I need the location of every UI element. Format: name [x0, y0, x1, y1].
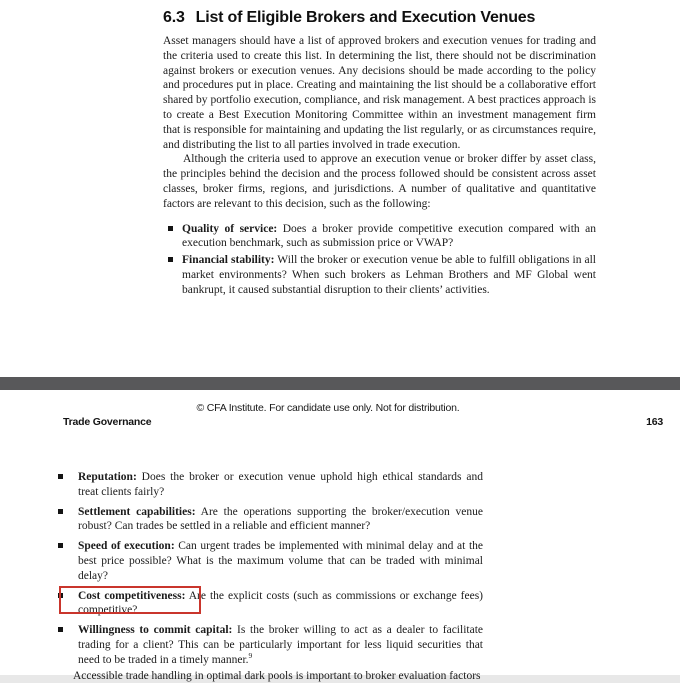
highlight-box [59, 586, 201, 614]
bullet-text: Are the explicit costs (such as commissions or exchange fees) competitive? [78, 589, 483, 617]
bullet-text: Is the broker willing to act as a dealer to facilitate trading for a client? This can be particularly important for less liquid securities that need to be traded in a timely manner. [78, 624, 483, 666]
top-page-column [163, 8, 596, 300]
page-divider-bar [0, 377, 680, 390]
list-item [57, 539, 483, 583]
running-header [63, 416, 663, 428]
section-title: List of Eligible Brokers and Execution Venues [195, 9, 536, 26]
section-number: 6.3 [163, 9, 185, 26]
list-item [57, 623, 483, 667]
list-item [57, 505, 483, 535]
bullet-label: Speed of execution: [78, 540, 175, 553]
bullet-label: Settlement capabilities: [78, 505, 196, 518]
clipped-bottom-line: Accessible trade handling in optimal dark pools is important to broker evaluation factors [73, 669, 481, 682]
bullet-text: Will the broker or execution venue be able to fulfill obligations in all market environments? When such brokers as Lehman Brothers and MF Global went bankrupt, it caused substantial disruption to their clients’ activities. [182, 254, 596, 296]
bullet-label: Cost competitiveness: [78, 589, 186, 602]
list-item [163, 253, 596, 297]
bullet-text: Does a broker provide competitive execution compared with an execution benchmark, such as submission price or VWAP? [182, 222, 596, 250]
bullet-text: Are the operations supporting the broker/execution venue robust? Can trades be settled in a reliable and efficient manner? [78, 505, 483, 533]
bullet-icon [57, 623, 78, 667]
bullet-icon [163, 253, 182, 297]
bullet-text: Does the broker or execution venue uphold high ethical standards and treat clients fairly? [78, 471, 483, 498]
paragraph: Asset managers should have a list of approved brokers and execution venues for trading and the criteria used to create this list. In determining the list, there should not be discrimination against brokers or execution venues. Any decisions should be made according to the policy and procedures put in place. Creating and maintaining the list should be a collaborative effort shared by portfolio execution, compliance, and risk management. A best practices approach is to create a Best Execution Monitoring Committee within an investment management firm that is responsible for maintaining and updating the list regularly, or as circumstances require, and distributing the list to all parties involved in trade execution. [163, 35, 596, 151]
bullet-icon [57, 470, 78, 500]
bottom-page-column [57, 470, 483, 683]
list-item [163, 222, 596, 252]
top-bullet-list [163, 222, 596, 298]
bullet-icon [57, 505, 78, 535]
list-item [57, 470, 483, 500]
bullet-text: Can urgent trades be implemented with minimal delay and at the best price possible? What is the maximum volume that can be traded with minimal delay? [78, 540, 483, 582]
section-heading [163, 8, 596, 28]
footnote-reference: 9 [248, 650, 253, 660]
bullet-label: Financial stability: [182, 254, 275, 267]
bullet-icon [57, 539, 78, 583]
bullet-label: Willingness to commit capital: [78, 624, 233, 637]
bullet-icon [163, 222, 182, 252]
page-number: 163 [646, 416, 663, 428]
running-header-title: Trade Governance [63, 416, 152, 428]
copyright-notice: © CFA Institute. For candidate use only. Not for distribution. [196, 402, 460, 414]
bullet-label: Quality of service: [182, 222, 278, 235]
bullet-label: Reputation: [78, 471, 137, 483]
paragraph: Although the criteria used to approve an execution venue or broker differ by asset class, the principles behind the decision and the process followed should be consistent across asset classes, broker firms, regions, and jurisdictions. A number of qualitative and quantitative factors are relevant to this decision, such as the following: [163, 153, 596, 210]
